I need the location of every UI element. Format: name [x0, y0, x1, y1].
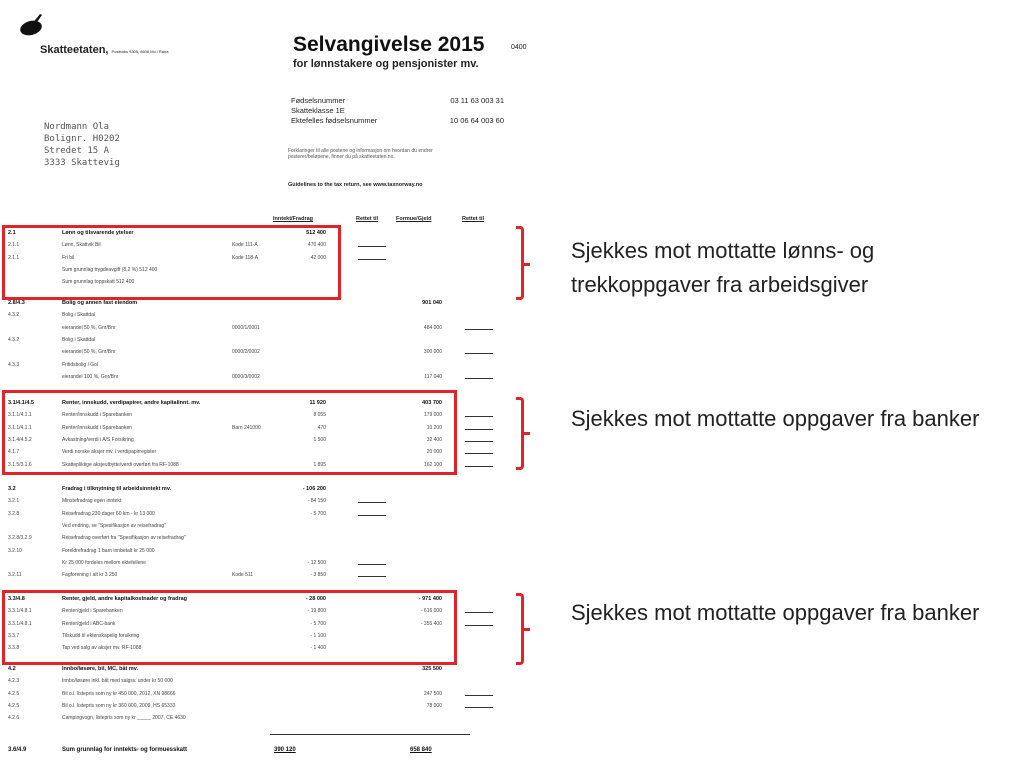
document-title: Selvangivelse 2015 — [293, 33, 485, 56]
correction-line — [465, 625, 493, 626]
cell-label: Sum grunnlag toppskatt 512 400 — [62, 279, 135, 286]
correction-line — [358, 515, 386, 516]
skatteetaten-logo-icon — [18, 12, 48, 38]
org-address: Postboks 9305, 8608 Mo i Rana — [111, 49, 169, 54]
cell-income: - 19 800 — [307, 608, 326, 615]
cell-wealth: - 355 400 — [420, 620, 442, 627]
document-subtitle: for lønnstakere og pensjonister mv. — [293, 58, 479, 70]
cell-label: Fritidsbolig i Gol — [62, 361, 98, 368]
cell-label: Renter/gjeld i Sparebanken — [62, 608, 123, 615]
highlight-box-bank-2 — [2, 590, 457, 665]
cell-income: 470 400 — [307, 242, 326, 249]
table-row — [0, 558, 520, 569]
correction-line — [358, 502, 386, 503]
section-row — [0, 484, 520, 495]
correction-line — [358, 259, 386, 260]
col-header-wealth: Formue/Gjeld — [396, 216, 432, 222]
correction-line — [465, 612, 493, 613]
correction-line — [465, 353, 493, 354]
cell-code: 3.3/4.8 — [8, 596, 25, 602]
cell-wealth: 901 040 — [422, 300, 442, 306]
address-line: Nordmann Ola — [44, 122, 110, 132]
cell-income: - 1 400 — [310, 645, 326, 652]
table-row — [0, 372, 520, 383]
cell-label: Campingvogn, listepris som ny kr _____ 2007, CE 4630 — [62, 715, 186, 722]
cell-code: 3.1.1/4.1.1 — [8, 412, 32, 419]
table-row — [0, 676, 520, 687]
cell-code: 4.3.3 — [8, 361, 20, 368]
correction-line — [358, 576, 386, 577]
cell-label: Renter, innskudd, verdipapirer, andre kapitalinnt. mv. — [62, 400, 201, 406]
table-row — [0, 701, 520, 712]
cell-label: Sum grunnlag trygdeavgift (8,2 %) 512 400 — [62, 266, 158, 273]
total-separator — [270, 734, 470, 735]
cell-code: 4.3.2 — [8, 312, 20, 319]
cell-income: - 84 150 — [307, 498, 326, 505]
highlight-box-salary — [2, 225, 341, 300]
cell-label: Reisefradrag overført fra "Spesifikasjon av reisefradrag" — [62, 535, 186, 542]
cell-code: 3.3.1/4.8.1 — [8, 620, 32, 627]
cell-wealth: 325 500 — [422, 666, 442, 672]
note-bank-1: Sjekkes mot mottatte oppgaver fra banker — [571, 406, 980, 431]
cell-income: - 12 500 — [307, 559, 326, 566]
cell-wealth: - 971 400 — [418, 596, 442, 602]
cell-income: - 1 100 — [310, 632, 326, 639]
cell-income: 512 400 — [306, 230, 326, 236]
cell-label: Tap ved salg av aksjer mv. RF-1088 — [62, 645, 142, 652]
cell-code: 3.2.8/3.2.9 — [8, 535, 32, 542]
cell-label: Lønn og tilsvarende ytelser — [62, 230, 134, 236]
id-label: Ektefelles fødselsnummer — [291, 116, 378, 125]
correction-line — [465, 707, 493, 708]
cell-ref: Kode 111-A — [232, 242, 258, 249]
table-row — [0, 360, 520, 371]
table-row — [0, 335, 520, 346]
cell-ref: Kode 118-A — [232, 254, 259, 261]
cell-wealth: 10 200 — [426, 424, 442, 431]
cell-code: 4.1.7 — [8, 449, 20, 456]
id-label: Fødselsnummer — [291, 96, 346, 105]
cell-code: 2.1.1 — [8, 254, 20, 261]
address-line: Stredet 15 A — [44, 146, 110, 156]
cell-code: 3.3.7 — [8, 632, 20, 639]
cell-wealth: 20 000 — [426, 449, 442, 456]
cell-label: Minstefradrag egen inntekt — [62, 498, 122, 505]
cell-wealth: 117 040 — [424, 373, 442, 380]
table-row — [0, 546, 520, 557]
cell-code: 2.8/4.3 — [8, 300, 25, 306]
cell-code: 3.1.4/4.5.2 — [8, 436, 32, 443]
cell-label: Avkastning/verdi i A/S Forsikring — [62, 436, 134, 443]
bracket-salary — [516, 226, 524, 300]
org-name: Skatteetaten, Postboks 9305, 8608 Mo i Rana — [40, 44, 169, 56]
info-text: Forklaringer til alle postene og informasjon om hvordan du endrer posterer/beløpene, finner du på skatteetaten.no. — [288, 148, 433, 160]
cell-ref: 0000/1/0001 — [232, 324, 260, 331]
correction-line — [465, 429, 493, 430]
cell-wealth: 300 000 — [423, 349, 442, 356]
section-row — [0, 664, 520, 675]
cell-label: Reisefradrag 230 dager 60 km - kr 13 000 — [62, 510, 155, 517]
cell-income: - 5 700 — [310, 620, 326, 627]
cell-label: Innbo/løsøre, bil, MC, båt mv. — [62, 666, 138, 672]
cell-income: 470 — [317, 424, 326, 431]
cell-income: 11 920 — [309, 400, 326, 406]
address-line: 3333 Skattevig — [44, 158, 120, 168]
cell-code: 4.2 — [8, 666, 16, 672]
cell-income: - 106 200 — [302, 486, 326, 492]
cell-code: 3.2.8 — [8, 510, 20, 517]
correction-line — [465, 416, 493, 417]
cell-income: 42 000 — [310, 254, 326, 261]
cell-code: 3.3.1/4.8.1 — [8, 608, 32, 615]
cell-code: 4.2.5 — [8, 702, 20, 709]
correction-line — [358, 246, 386, 247]
correction-line — [465, 695, 493, 696]
table-row — [0, 323, 520, 334]
cell-code: 3.3.8 — [8, 645, 20, 652]
cell-label: eierandel 50 %, Gnr/Bnr — [62, 324, 116, 331]
correction-line — [358, 564, 386, 565]
cell-label: Renter/innskudd i Sparebanken — [62, 424, 133, 431]
cell-income: - 5 700 — [310, 510, 326, 517]
cell-wealth: 484 000 — [423, 324, 442, 331]
id-value: 10 06 64 003 60 — [449, 116, 504, 125]
cell-label: Skattepliktige aksjeutbytte/verdi overført fra RF-1088 — [62, 461, 179, 468]
correction-line — [465, 378, 493, 379]
id-label: Skatteklasse 1E — [291, 106, 345, 115]
correction-line — [465, 329, 493, 330]
guidelines-text: Guidelines to the tax return, see www.taxnorway.no — [288, 182, 423, 188]
cell-wealth: 179 000 — [423, 412, 442, 419]
col-header-income: Inntekt/Fradrag — [273, 216, 314, 222]
cell-income: 1 895 — [313, 461, 326, 468]
table-row — [0, 347, 520, 358]
col-header-changed-2: Rettet til — [462, 216, 484, 222]
table-row — [0, 521, 520, 532]
cell-ref: 0000/2/0002 — [232, 349, 260, 356]
col-header-changed-1: Rettet til — [356, 216, 378, 222]
highlight-box-bank-1 — [2, 390, 457, 475]
cell-label: Bil o.l. listepris som ny kr 360 000, 2009, HS 65333 — [62, 702, 176, 709]
cell-wealth: 247 500 — [423, 690, 442, 697]
cell-code: 3.2.1 — [8, 498, 20, 505]
table-row — [0, 570, 520, 581]
cell-code: 2.1.1 — [8, 242, 20, 249]
correction-line — [465, 466, 493, 467]
cell-code: 3.2.11 — [8, 572, 22, 579]
bracket-bank-2 — [516, 593, 524, 665]
cell-label: Bolig i Skattdal — [62, 336, 96, 343]
cell-label: Lønn, Skattvik Bil — [62, 242, 101, 249]
cell-label: Fradrag i tilknytning til arbeidsinntekt mv. — [62, 486, 171, 492]
table-row — [0, 509, 520, 520]
cell-label: Ved endring, se "Spesifikasjon av reisefradrag" — [62, 522, 166, 529]
table-row — [0, 713, 520, 724]
cell-label: Bolig i Skattdal — [62, 312, 96, 319]
cell-code: 3.2.10 — [8, 547, 22, 554]
table-row — [0, 310, 520, 321]
cell-code: 4.2.6 — [8, 715, 20, 722]
cell-code: 4.2.5 — [8, 690, 20, 697]
cell-wealth: - 616 000 — [420, 608, 442, 615]
correction-line — [465, 453, 493, 454]
bracket-tick-bank-1 — [524, 432, 530, 435]
note-bank-2: Sjekkes mot mottatte oppgaver fra banker — [571, 600, 980, 625]
bracket-tick-salary — [524, 263, 530, 266]
cell-label: Kr 25 000 fordeles mellom ektefellene — [62, 559, 146, 566]
cell-income: 8 055 — [313, 412, 326, 419]
cell-wealth: 32 400 — [426, 436, 442, 443]
cell-label: Bolig og annen fast eiendom — [62, 300, 138, 306]
cell-label: Fagforening i alt kr 3 250 — [62, 572, 118, 579]
cell-ref: Kode 511 — [232, 572, 254, 579]
cell-label: Foreldrefradrag 1 barn innbetalt kr 25 000 — [62, 547, 155, 554]
table-row — [0, 689, 520, 700]
cell-wealth: 162 100 — [423, 461, 442, 468]
cell-ref: 0000/3/0002 — [232, 373, 260, 380]
address-line: Bolignr. H0202 — [44, 134, 120, 144]
cell-label: Renter, gjeld, andre kapitalkostnader og fradrag — [62, 596, 188, 602]
note-salary: Sjekkes mot mottatte lønns- og trekkoppgaver fra arbeidsgiver — [571, 238, 875, 297]
cell-code: 2.1 — [8, 230, 16, 236]
cell-label: eierandel 50 %, Gnr/Bnr — [62, 349, 116, 356]
table-row — [0, 496, 520, 507]
cell-wealth: 78 000 — [426, 702, 442, 709]
cell-code: 3.1/4.1/4.5 — [8, 400, 34, 406]
cell-label: Renter/gjeld i ABC-bank — [62, 620, 116, 627]
cell-wealth: 403 700 — [422, 400, 442, 406]
cell-income: 1 500 — [313, 436, 326, 443]
cell-label: Verdi norske aksjer mv. i verdipapirregister — [62, 449, 157, 456]
cell-label: Fri bil — [62, 254, 75, 261]
recipient-address — [44, 121, 120, 169]
total-row: 3.6/4.9 Sum grunnlag for inntekts- og formuesskatt 390 120 658 840 — [8, 747, 432, 753]
cell-code: 4.3.2 — [8, 336, 20, 343]
form-code: 0400 — [511, 44, 527, 51]
cell-code: 3.1.5/3.1.6 — [8, 461, 32, 468]
cell-ref: Barn 241000 — [232, 424, 261, 431]
cell-label: eierandel 100 %, Gnr/Bnr — [62, 373, 119, 380]
bracket-bank-1 — [516, 397, 524, 470]
cell-income: - 28 000 — [305, 596, 326, 602]
cell-code: 4.2.3 — [8, 678, 20, 685]
cell-code: 3.1.1/4.1.1 — [8, 424, 32, 431]
bracket-tick-bank-2 — [524, 628, 530, 631]
table-row — [0, 533, 520, 544]
cell-label: Innbo/løsøre inkl. båt med salgsv. under kr 50 000 — [62, 678, 173, 685]
cell-label: Renter/innskudd i Sparebanken — [62, 412, 133, 419]
cell-income: - 3 850 — [310, 572, 326, 579]
id-value: 03 11 63 003 31 — [450, 96, 504, 105]
correction-line — [465, 441, 493, 442]
cell-label: Bil o.l. listepris som ny kr 450 000, 2012, XN 98666 — [62, 690, 176, 697]
cell-code: 3.2 — [8, 486, 16, 492]
cell-label: Tilskudd til ektenskapelig forsikring — [62, 632, 140, 639]
